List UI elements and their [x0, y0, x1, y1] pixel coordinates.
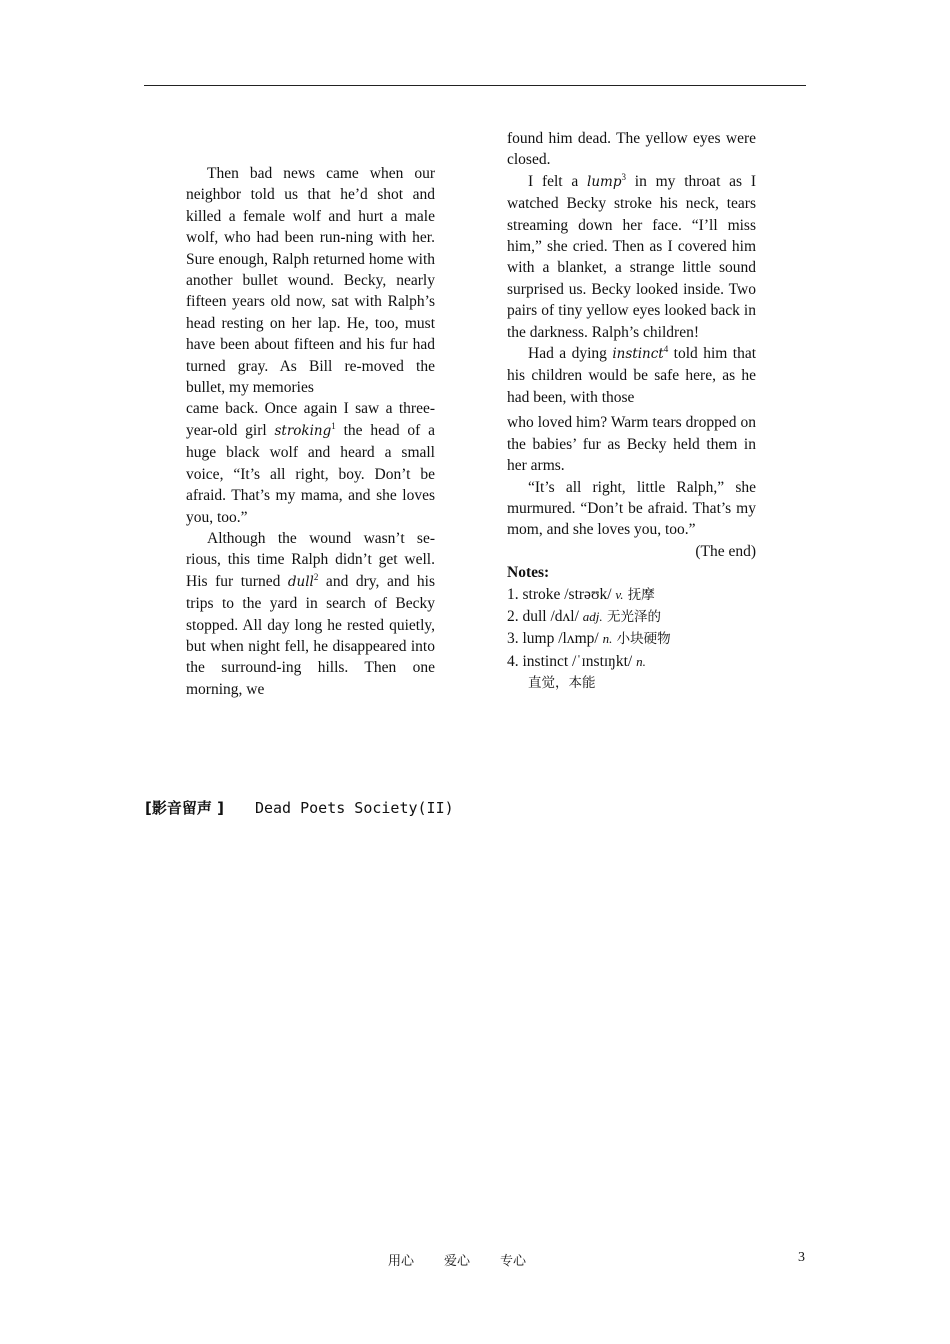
vocab-word-instinct: instinct — [612, 346, 664, 363]
left-paragraph-1: Then bad news came when our neighbor told us that he’d shot and killed a female wolf and hurt a male wolf, who had been run-ning with her. Sure enough, Ralph returned home with another bullet wound. Becky, nearly fifteen years old now, sat with Ralph’s head resting on her lap. He, too, must have been about fifteen and his fur had turned gray. As Bill re-moved the bullet, my memories — [186, 165, 435, 397]
footnote-marker-2: 2 — [313, 571, 319, 582]
story-end-mark: (The end) — [695, 542, 756, 560]
left-paragraph-3: Although the wound wasn’t se-rious, this time Ralph didn’t get well. His fur turned dull$^2$ and dry, and his trips to the yard in search of Becky stopped. All day long he rested quietly, but when night fell, he disappeared into the surround-ing hills. Then one morning, we — [186, 529, 435, 698]
footnote-marker-3: 3 — [621, 171, 627, 182]
note-item: 1. stroke /strəʊk/ v. 抚摩 — [507, 585, 655, 603]
right-text-column — [507, 128, 756, 695]
footnote-marker-4: 4 — [663, 343, 669, 354]
motto-word: 爱心 — [444, 1254, 471, 1269]
right-paragraph-3: Had a dying instinct$^4$ told him that his children would be safe here, as he had been, with those — [507, 343, 757, 406]
section-heading — [145, 797, 454, 818]
right-paragraph-2: I felt a lump$^3$ in my throat as I watched Becky stroke his neck, tears streaming down her face. “I’ll miss him,” she cried. Then as I covered him with a blanket, a strange little sound surprised us. Becky looked inside. Two pairs of tiny yellow eyes looked back in the darkness. Ralph’s children! — [507, 171, 757, 341]
vocab-word-dull: dull — [287, 573, 314, 590]
note-item: 4. instinct /ˈɪnstɪŋkt/ n. — [507, 652, 646, 670]
footer-motto — [388, 1250, 556, 1269]
left-text-column — [186, 163, 435, 700]
motto-word: 用心 — [388, 1254, 415, 1269]
vocab-word-stroking: stroking — [274, 422, 332, 439]
right-paragraph-1: found him dead. The yellow eyes were closed. — [507, 130, 756, 169]
right-paragraph-4: who loved him? Warm tears dropped on the babies’ fur as Becky held them in her arms. — [507, 414, 756, 475]
footnote-marker-1: 1 — [331, 420, 336, 431]
note-item: 3. lump /lʌmp/ n. 小块硬物 — [507, 630, 671, 648]
motto-word: 专心 — [500, 1254, 527, 1269]
left-paragraph-2: came back. Once again I saw a three-year-old girl stroking$^1$ the head of a huge black wolf and heard a small voice, “It’s all right, boy. Don’t be afraid. That’s my mama, and she loves you, too.” — [186, 400, 435, 526]
note-item: 2. dull /dʌl/ adj. 无光泽的 — [507, 607, 661, 625]
section-label: [影音留声 ] — [145, 799, 224, 817]
section-title: Dead Poets Society(II) — [254, 799, 454, 817]
right-paragraph-5: “It’s all right, little Ralph,” she murmured. “Don’t be afraid. That’s my mom, and she loves you, too.” — [507, 478, 756, 539]
note-4-definition: 直觉，本能 — [528, 675, 596, 692]
header-rule — [144, 85, 806, 86]
vocab-word-lump: lump — [587, 173, 622, 190]
notes-heading: Notes: — [507, 564, 550, 582]
page-number: 3 — [798, 1250, 805, 1265]
